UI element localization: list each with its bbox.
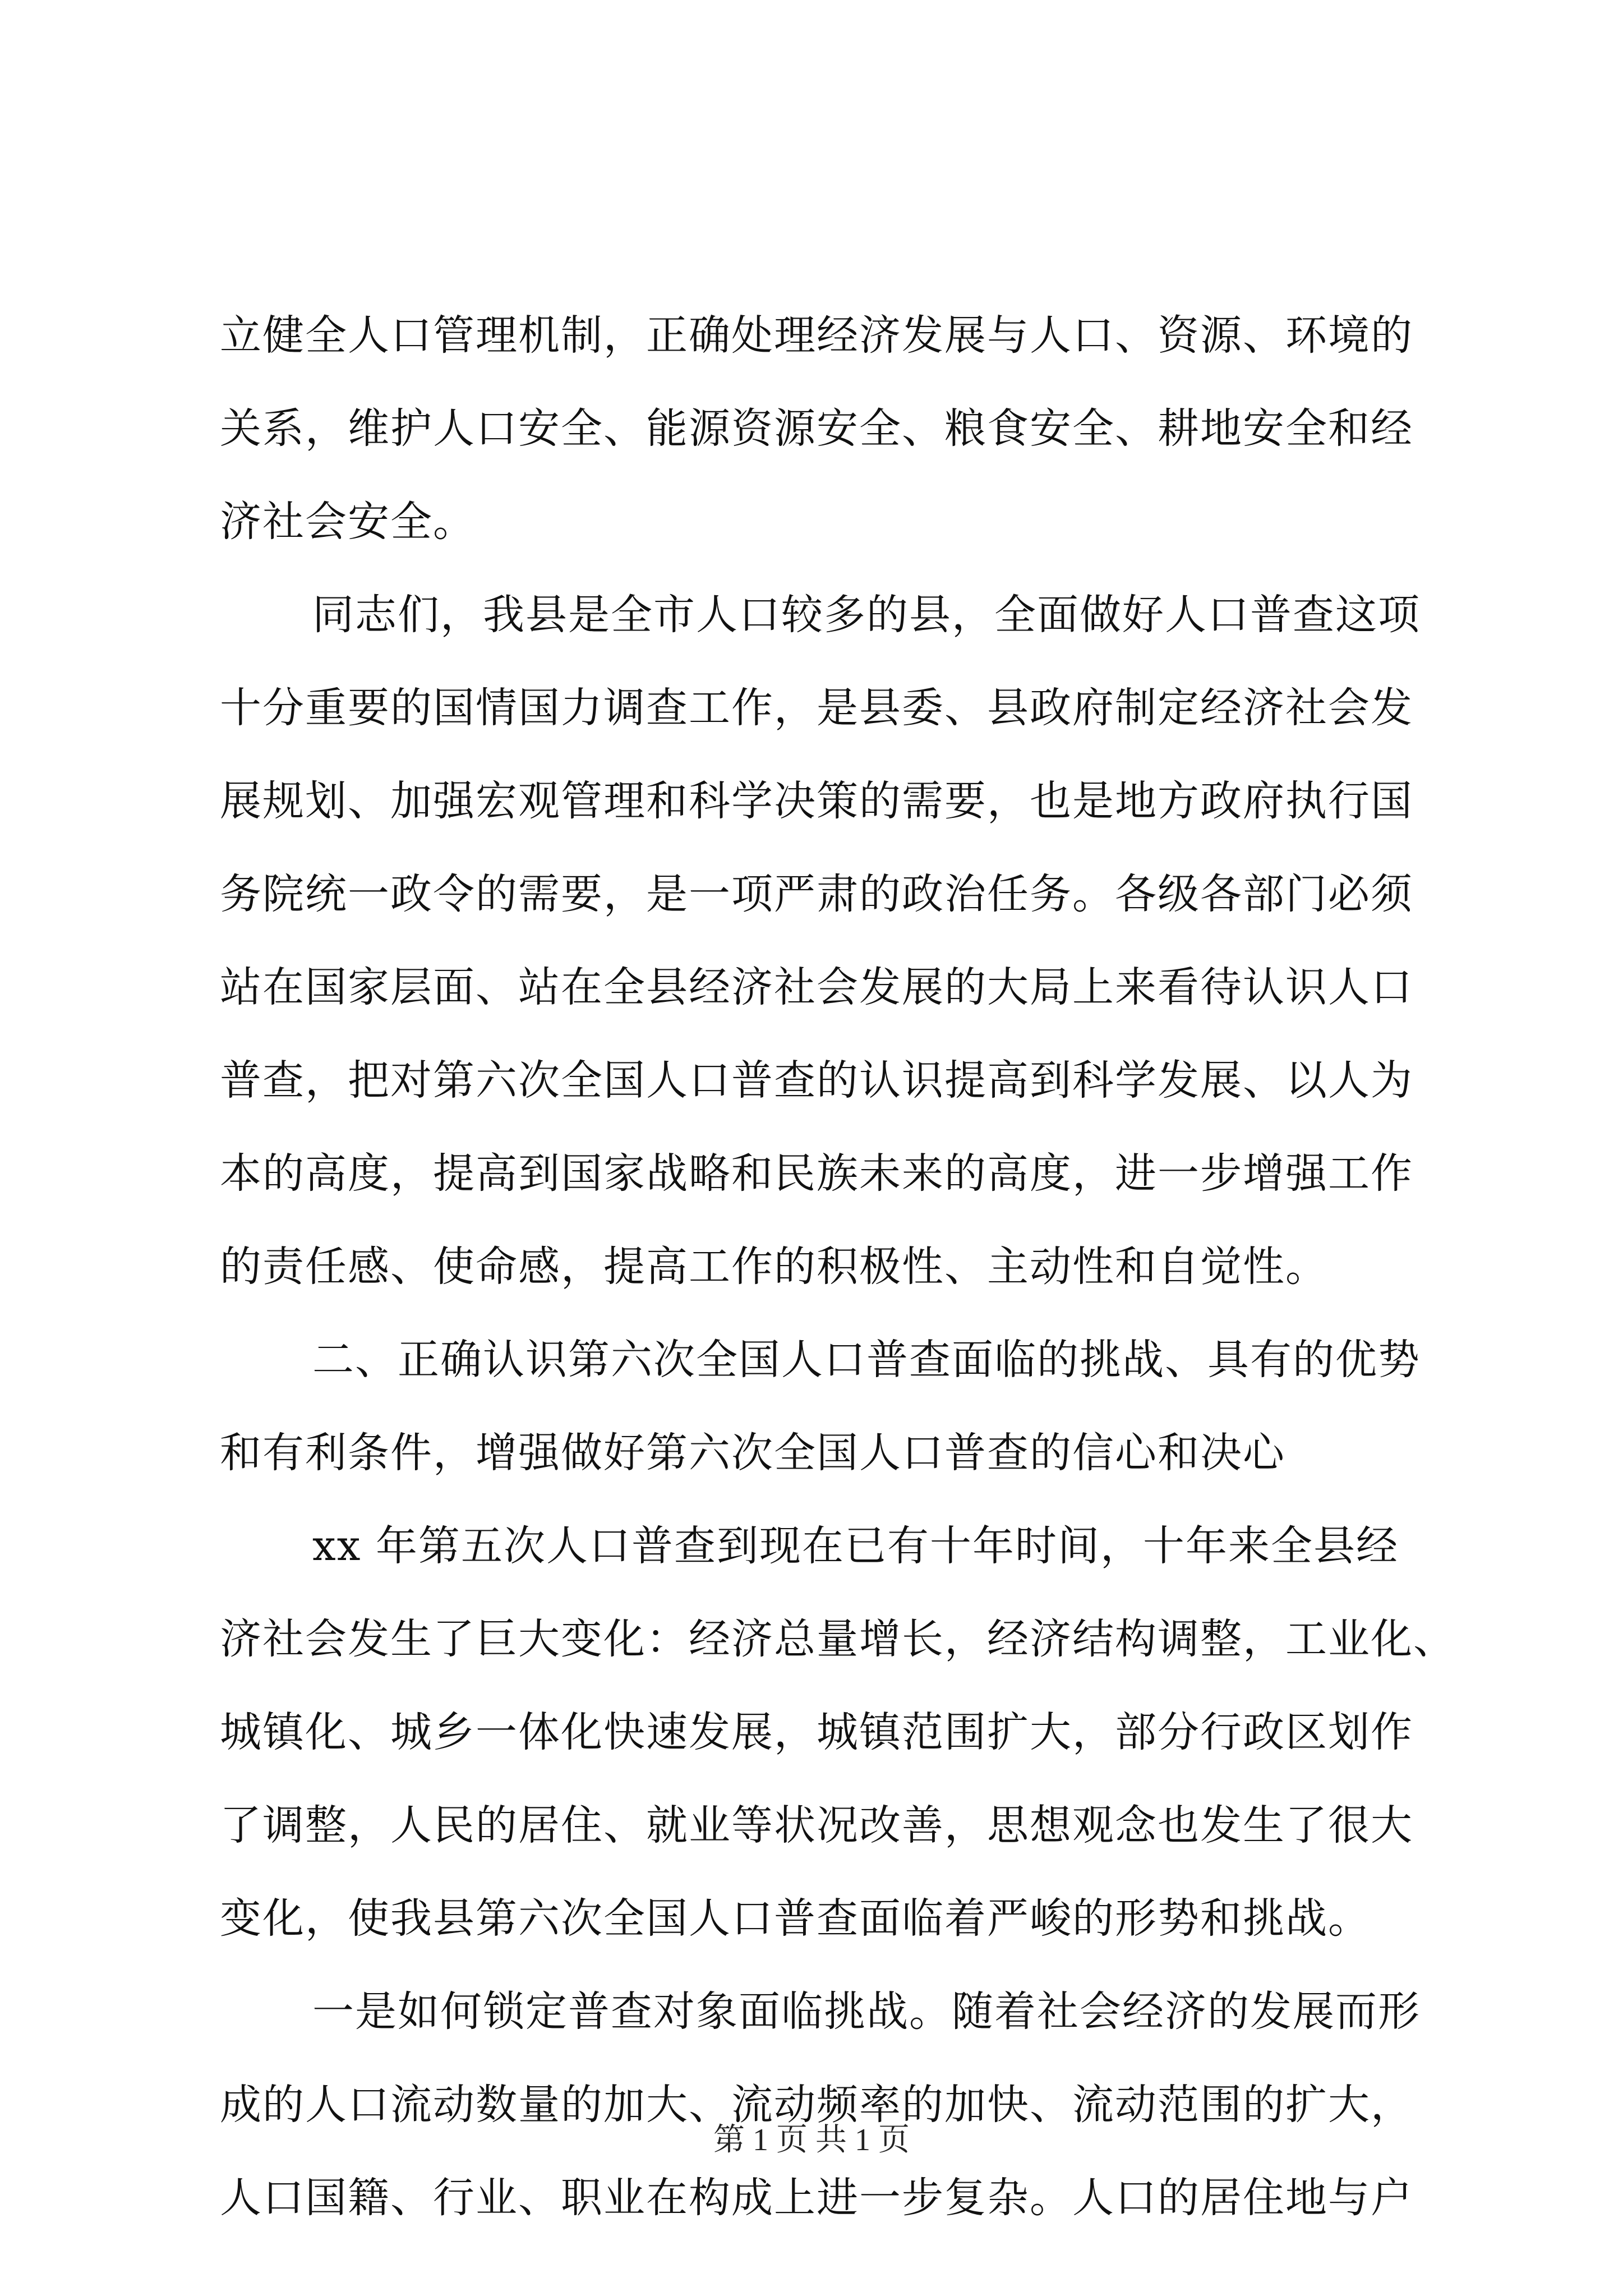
body-text bbox=[220, 307, 1456, 2263]
text-line: 关系，维护人口安全、能源资源安全、粮食安全、耕地安全和经 bbox=[220, 404, 1413, 453]
paragraph-start-line: xx 年第五次人口普查到现在已有十年时间，十年来全县经 bbox=[312, 1522, 1399, 1570]
text-line: 务院统一政令的需要，是一项严肃的政治任务。各级各部门必须 bbox=[220, 870, 1413, 918]
text-line: 十分重要的国情国力调查工作，是县委、县政府制定经济社会发 bbox=[220, 684, 1413, 732]
text-line: 立健全人口管理机制，正确处理经济发展与人口、资源、环境的 bbox=[220, 311, 1413, 360]
paragraph-start-line: 一是如何锁定普查对象面临挑战。随着社会经济的发展而形 bbox=[312, 1987, 1421, 2036]
text-line: 济社会安全。 bbox=[220, 498, 476, 546]
text-line: 展规划、加强宏观管理和科学决策的需要，也是地方政府执行国 bbox=[220, 777, 1413, 825]
section-heading-line: 和有利条件，增强做好第六次全国人口普查的信心和决心 bbox=[220, 1429, 1285, 1477]
text-line: 成的人口流动数量的加大、流动频率的加快、流动范围的扩大， bbox=[220, 2081, 1413, 2129]
page-number-footer: 第 1 页 共 1 页 bbox=[713, 2123, 910, 2157]
text-line: 城镇化、城乡一体化快速发展，城镇范围扩大，部分行政区划作 bbox=[220, 1708, 1413, 1756]
text-line: 本的高度，提高到国家战略和民族未来的高度，进一步增强工作 bbox=[220, 1149, 1413, 1198]
text-line: 普查，把对第六次全国人口普查的认识提高到科学发展、以人为 bbox=[220, 1056, 1413, 1105]
section-heading-line: 二、正确认识第六次全国人口普查面临的挑战、具有的优势 bbox=[312, 1336, 1421, 1384]
paragraph-start-line: 同志们，我县是全市人口较多的县，全面做好人口普查这项 bbox=[312, 591, 1421, 639]
text-line: 变化，使我县第六次全国人口普查面临着严峻的形势和挑战。 bbox=[220, 1894, 1371, 1943]
text-line: 站在国家层面、站在全县经济社会发展的大局上来看待认识人口 bbox=[220, 963, 1413, 1011]
text-line: 的责任感、使命感，提高工作的积极性、主动性和自觉性。 bbox=[220, 1243, 1328, 1291]
text-line: 人口国籍、行业、职业在构成上进一步复杂。人口的居住地与户 bbox=[220, 2174, 1413, 2222]
text-line: 济社会发生了巨大变化：经济总量增长，经济结构调整，工业化、 bbox=[220, 1615, 1456, 1663]
text-line: 了调整，人民的居住、就业等状况改善，思想观念也发生了很大 bbox=[220, 1801, 1413, 1849]
